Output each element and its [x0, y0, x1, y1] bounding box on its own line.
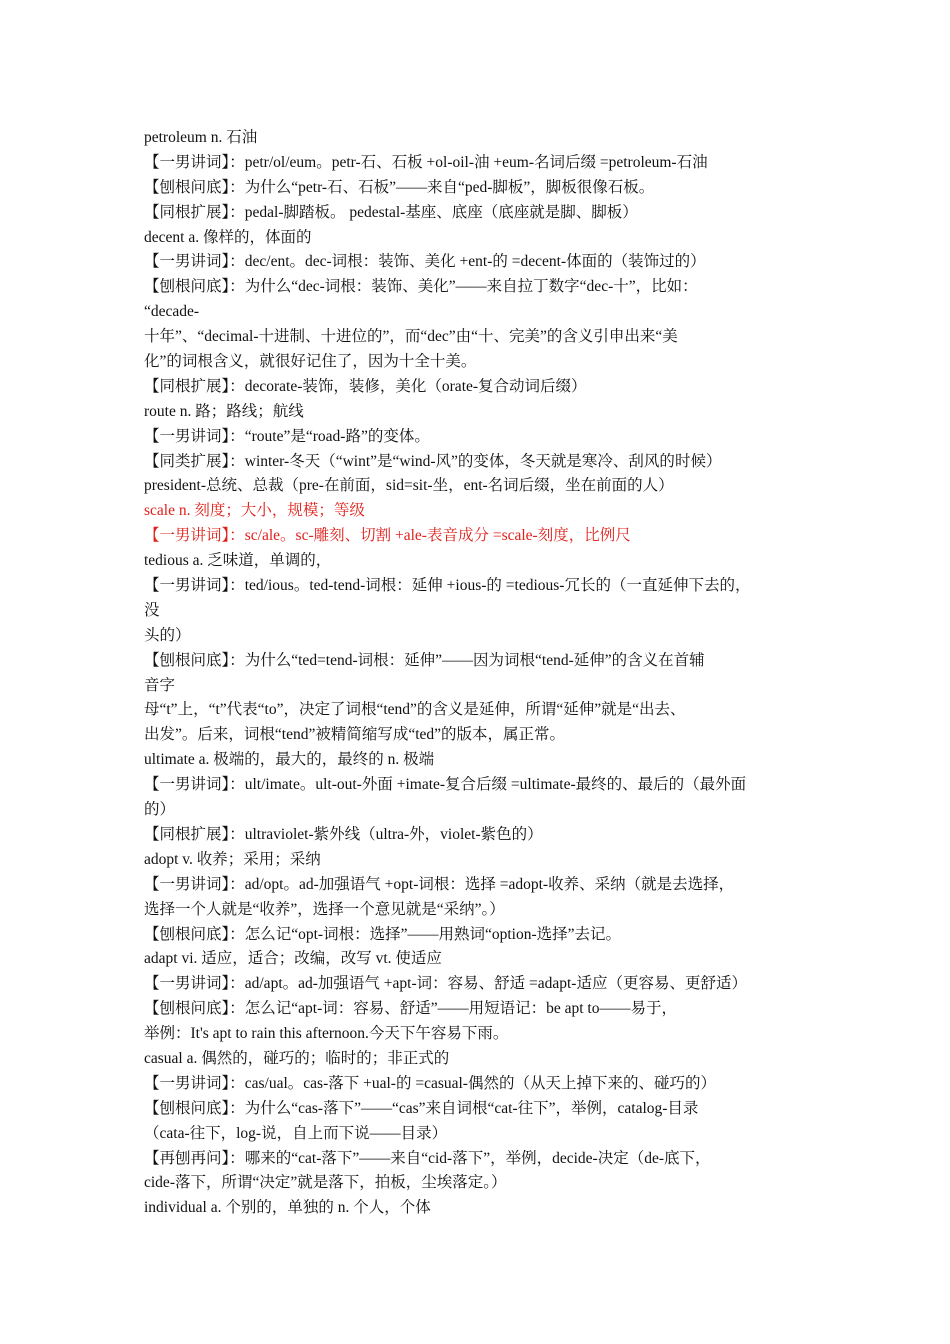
text-line: 化”的词根含义，就很好记住了，因为十全十美。	[144, 353, 477, 371]
text-line: 没	[144, 601, 160, 619]
text-line: cide-落下，所谓“决定”就是落下，拍板，尘埃落定。）	[144, 1174, 507, 1192]
text-line: 【刨根问底】：为什么“petr-石、石板”——来自“ped-脚板”，脚板很像石板。	[144, 178, 655, 196]
text-line: 选择一个人就是“收养”，选择一个意见就是“采纳”。）	[144, 900, 505, 918]
text-line: 【一男讲词】：ult/imate。ult-out-外面 +imate-复合后缀 =ultimate-最终的、最后的（最外面	[144, 776, 747, 794]
text-line: route n. 路；路线；航线	[144, 402, 304, 420]
text-line: 【同根扩展】：decorate-装饰，装修，美化（orate-复合动词后缀）	[144, 377, 587, 395]
document-page	[144, 126, 824, 1221]
text-line: 【刨根问底】：怎么记“apt-词：容易、舒适”——用短语记：be apt to——易于，	[144, 1000, 677, 1018]
text-line: “decade-	[144, 303, 200, 321]
text-line: 音字	[144, 676, 176, 694]
text-line: 【刨根问底】：为什么“dec-词根：装饰、美化”——来自拉丁数字“dec-十”，比如：	[144, 278, 698, 296]
text-line: 【刨根问底】：为什么“ted=tend-词根：延伸”——因为词根“tend-延伸”的含义在首辅	[144, 651, 705, 669]
text-line: 【刨根问底】：怎么记“opt-词根：选择”——用熟词“option-选择”去记。	[144, 925, 622, 943]
text-line: 【一男讲词】：ad/apt。ad-加强语气 +apt-词：容易、舒适 =adapt-适应（更容易、更舒适）	[144, 975, 747, 993]
text-line: 【一男讲词】：petr/ol/eum。petr-石、石板 +ol-oil-油 +eum-名词后缀 =petroleum-石油	[144, 153, 708, 171]
text-line: 【一男讲词】：ad/opt。ad-加强语气 +opt-词根：选择 =adopt-收养、采纳（就是去选择，	[144, 875, 735, 893]
text-line: 出发”。后来，词根“tend”被精简缩写成“ted”的版本，属正常。	[144, 726, 566, 744]
text-line: individual a. 个别的，单独的 n. 个人，个体	[144, 1199, 431, 1217]
text-line: 【一男讲词】：“route”是“road-路”的变体。	[144, 427, 430, 445]
text-line: 【同根扩展】：ultraviolet-紫外线（ultra-外，violet-紫色的）	[144, 825, 543, 843]
text-line: 【一男讲词】：dec/ent。dec-词根：装饰、美化 +ent-的 =decent-体面的（装饰过的）	[144, 253, 706, 271]
text-line: 【同根扩展】：pedal-脚踏板。 pedestal-基座、底座（底座就是脚、脚板）	[144, 203, 638, 221]
text-line: ultimate a. 极端的，最大的，最终的 n. 极端	[144, 751, 435, 769]
text-line: president-总统、总裁（pre-在前面，sid=sit-坐，ent-名词后缀，坐在前面的人）	[144, 477, 674, 495]
text-line: 【一男讲词】：sc/ale。sc-雕刻、切割 +ale-表音成分 =scale-刻度，比例尺	[144, 527, 631, 545]
text-line: adopt v. 收养；采用；采纳	[144, 850, 321, 868]
text-line: petroleum n. 石油	[144, 129, 258, 146]
text-line: 的）	[144, 801, 176, 819]
text-line: adapt vi. 适应，适合；改编，改写 vt. 使适应	[144, 950, 442, 968]
text-line: 【一男讲词】：cas/ual。cas-落下 +ual-的 =casual-偶然的（从天上掉下来的、碰巧的）	[144, 1074, 716, 1092]
text-line: casual a. 偶然的，碰巧的；临时的；非正式的	[144, 1049, 450, 1067]
text-line: 头的）	[144, 626, 191, 644]
text-line: 【一男讲词】：ted/ious。ted-tend-词根：延伸 +ious-的 =tedious-冗长的（一直延伸下去的，	[144, 577, 751, 595]
text-line: 举例：It's apt to rain this afternoon.今天下午容易下雨。	[144, 1025, 509, 1043]
text-line: 母“t”上，“t”代表“to”，决定了词根“tend”的含义是延伸，所谓“延伸”就是“出去、	[144, 701, 686, 719]
text-line: 【同类扩展】：winter-冬天（“wint”是“wind-风”的变体，冬天就是寒冷、刮风的时候）	[144, 452, 722, 470]
text-line: （cata-往下，log-说，自上而下说——目录）	[144, 1124, 448, 1142]
text-line: decent a. 像样的，体面的	[144, 228, 312, 246]
text-line: 【再刨再问】：哪来的“cat-落下”——来自“cid-落下”，举例，decide-决定（de-底下，	[144, 1149, 711, 1167]
text-line: 十年”、“decimal-十进制、十进位的”，而“dec”由“十、完美”的含义引申出来“美	[144, 328, 678, 346]
text-line: tedious a. 乏味道，单调的，	[144, 552, 332, 570]
text-line: scale n. 刻度；大小，规模；等级	[144, 502, 365, 520]
text-line: 【刨根问底】：为什么“cas-落下”——“cas”来自词根“cat-往下”，举例，catalog-目录	[144, 1099, 699, 1117]
